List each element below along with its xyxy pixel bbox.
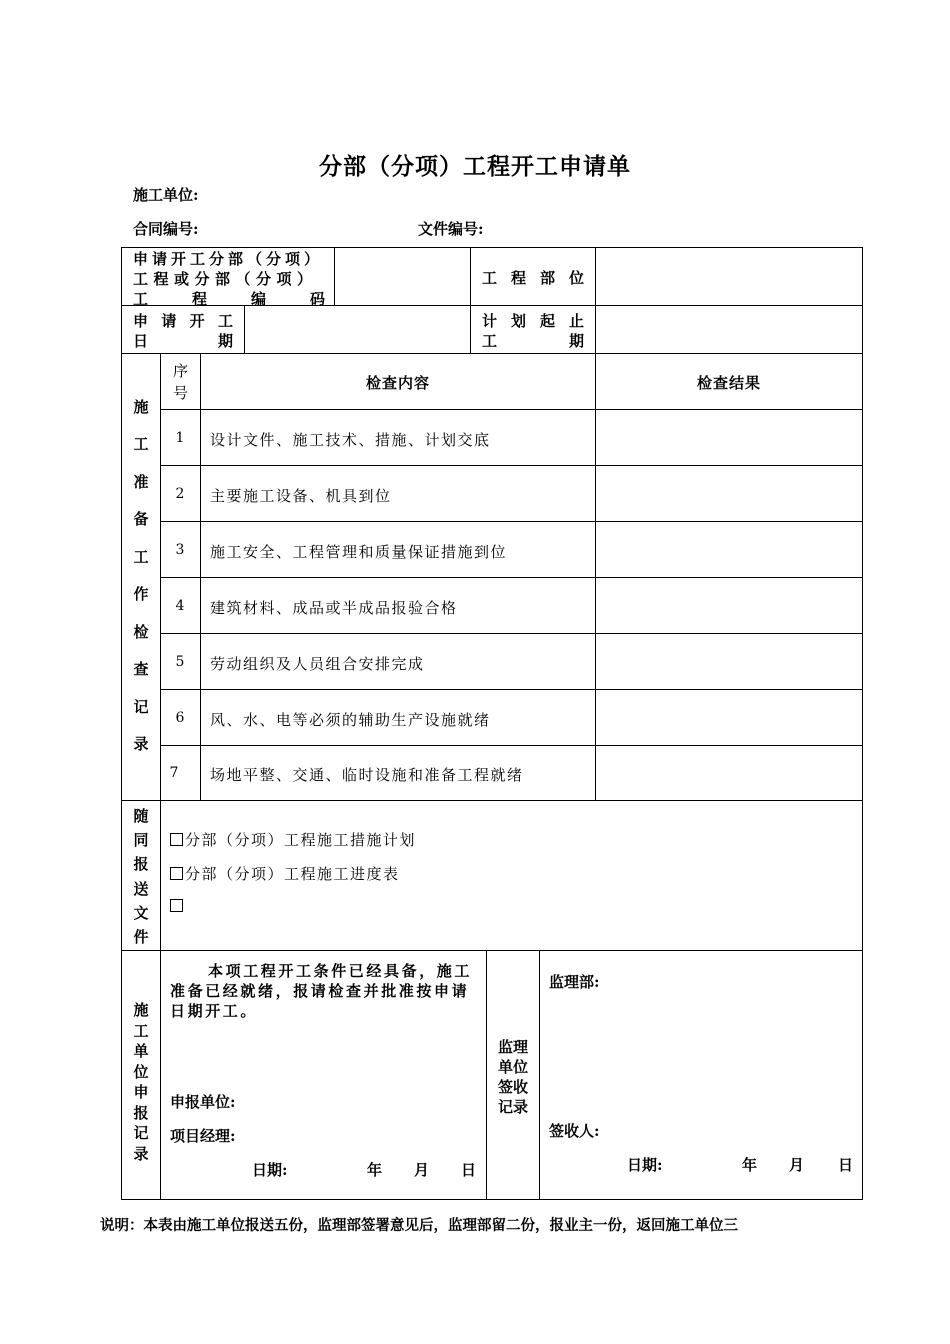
construction-unit-label: 施工单位: [133,186,199,204]
code-label-line1: 申请开工分部（分项） [133,250,324,268]
attachment-label: 分部（分项）工程施工措施计划 [185,831,417,849]
application-code-label [133,249,325,309]
checkbox[interactable] [170,833,183,846]
start-date-value[interactable] [245,306,470,353]
contract-number-label: 合同编号: [133,220,199,238]
code-label-line2: 工程或分部（分项） [133,270,318,288]
attachment-item-1 [170,829,416,850]
item-text: 施工安全、工程管理和质量保证措施到位 [210,543,508,561]
col-seq-header: 序 号 [172,362,188,402]
supervisor-month-label: 月 [789,1156,805,1174]
col-content-header: 检查内容 [365,374,430,392]
file-number-label: 文件编号: [418,220,484,238]
item-text: 建筑材料、成品或半成品报验合格 [210,599,458,617]
item-number: 5 [175,654,185,670]
applicant-statement: 本项工程开工条件已经具备，施工准备已经就绪，报请检查并批准按申请日期开工。 [170,962,473,1020]
item-text: 场地平整、交通、临时设施和准备工程就绪 [210,766,524,784]
item-number: 2 [175,486,185,502]
applicant-date-label: 日期: [252,1161,288,1179]
col-result-header: 检查结果 [696,374,761,392]
attachment-label: 分部（分项）工程施工进度表 [185,865,400,883]
checkbox[interactable] [170,867,183,880]
item-result-cell[interactable] [596,690,862,745]
item-result-cell[interactable] [596,522,862,577]
check-section-label: 施 工 准 备 工 作 检 查 记 录 [133,398,149,753]
attachments-section-label: 随 同 报 送 文 件 [133,807,149,946]
item-number: 7 [169,765,179,781]
project-code-value[interactable] [335,248,470,305]
supervisor-year-label: 年 [742,1156,758,1174]
attachment-item-3 [170,897,185,915]
item-result-cell[interactable] [596,578,862,633]
supervisor-day-label: 日 [838,1156,854,1174]
supervisor-section-label: 监理 单位 签收 记录 [497,1038,528,1116]
footer-note: 说明：本表由施工单位报送五份，监理部签署意见后，监理部留二份，报业主一份，返回施工单位三 [100,1217,738,1234]
planned-period-value[interactable] [596,306,862,353]
item-text: 主要施工设备、机具到位 [210,487,392,505]
project-location-label: 工 程 部 位 [482,269,584,287]
item-result-cell[interactable] [596,466,862,521]
attachment-item-2 [170,863,400,884]
receiver-label: 签收人: [549,1122,600,1140]
item-number: 6 [175,710,185,726]
project-location-value[interactable] [596,248,862,305]
item-number: 4 [175,598,185,614]
applicant-month-label: 月 [414,1161,430,1179]
supervisor-date-label: 日期: [627,1156,663,1174]
item-text: 风、水、电等必须的辅助生产设施就绪 [210,711,491,729]
item-result-cell[interactable] [596,746,862,800]
start-date-label: 申 请 开 工 日 期 [133,312,233,350]
supervision-dept-label: 监理部: [549,973,600,991]
applicant-year-label: 年 [367,1161,383,1179]
applicant-section-label: 施 工 单 位 申 报 记 录 [133,1001,149,1163]
planned-period-label: 计 划 起 止 工 期 [482,312,584,350]
item-number: 1 [175,430,185,446]
form-title: 分部（分项）工程开工申请单 [319,153,631,180]
project-manager-label: 项目经理: [170,1127,236,1145]
applicant-unit-label: 申报单位: [170,1093,236,1111]
item-number: 3 [175,542,185,558]
code-label-line3: 工 程 编 码 [133,290,325,308]
checkbox[interactable] [170,899,183,912]
item-result-cell[interactable] [596,410,862,465]
item-result-cell[interactable] [596,634,862,689]
item-text: 劳动组织及人员组合安排完成 [210,655,425,673]
applicant-day-label: 日 [461,1161,477,1179]
item-text: 设计文件、施工技术、措施、计划交底 [210,431,491,449]
